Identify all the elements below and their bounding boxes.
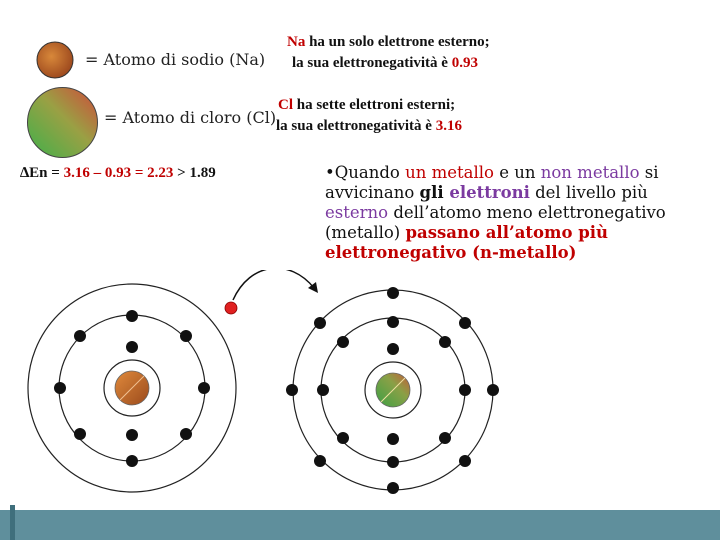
chlorine-atom <box>286 287 499 494</box>
text-segment: e un <box>493 163 541 182</box>
bullet: • <box>325 163 335 182</box>
sodium-info-line2 <box>292 54 478 73</box>
sodium-en-value: 0.93 <box>451 55 478 71</box>
sodium-atom <box>28 284 236 492</box>
chlorine-info-line1 <box>278 96 455 115</box>
electron <box>126 341 138 353</box>
chlorine-en-label: la sua elettronegatività è <box>276 118 436 134</box>
sodium-symbol: Na <box>287 34 306 50</box>
chlorine-en-value: 3.16 <box>435 118 462 134</box>
sodium-info-line1 <box>287 33 490 52</box>
chlorine-legend-icon <box>25 85 100 160</box>
electron <box>459 317 471 329</box>
electron <box>487 384 499 396</box>
text-segment: dell’atomo meno elettronegativo (metallo) <box>325 203 666 242</box>
sodium-legend-label: = Atomo di sodio (Na) <box>85 50 266 69</box>
electron <box>439 336 451 348</box>
chlorine-legend-label: = Atomo di cloro (Cl) <box>104 108 277 127</box>
text-the: gli <box>419 183 450 202</box>
footer-bar <box>0 510 720 540</box>
electron <box>387 456 399 468</box>
text-pass-electrons: passano all’atomo più elettronegativo (n-metallo) <box>325 223 609 262</box>
electron <box>54 382 66 394</box>
text-segment: del livello più <box>529 183 648 202</box>
chlorine-info-line2 <box>276 117 462 136</box>
electron <box>337 336 349 348</box>
text-electrons: elettroni <box>449 183 530 202</box>
chlorine-symbol: Cl <box>278 97 293 113</box>
text-outer: esterno <box>325 203 389 222</box>
electron <box>180 330 192 342</box>
sodium-legend-icon <box>35 40 75 80</box>
transfer-arrow <box>233 270 318 300</box>
electron <box>317 384 329 396</box>
electron <box>314 455 326 467</box>
explanation-paragraph <box>325 163 695 263</box>
electron <box>387 316 399 328</box>
delta-en-threshold: > 1.89 <box>173 165 216 181</box>
electron <box>126 429 138 441</box>
electron <box>387 343 399 355</box>
electron <box>74 428 86 440</box>
electron <box>337 432 349 444</box>
electron <box>126 455 138 467</box>
text-segment: Quando <box>334 163 406 182</box>
electron <box>198 382 210 394</box>
chlorine-info-text: ha sette elettroni esterni; <box>293 97 456 113</box>
footer-accent <box>10 505 15 540</box>
sodium-info-text: ha un solo elettrone esterno; <box>305 34 490 50</box>
electron <box>314 317 326 329</box>
electron <box>439 432 451 444</box>
electron <box>387 287 399 299</box>
electron <box>126 310 138 322</box>
electron <box>180 428 192 440</box>
delta-en-prefix: ∆En = <box>20 165 64 181</box>
electron <box>74 330 86 342</box>
electron <box>286 384 298 396</box>
delta-en-formula <box>20 164 216 183</box>
text-metal: un metallo <box>405 163 494 182</box>
delta-en-expression: 3.16 – 0.93 = 2.23 <box>63 165 174 181</box>
electron <box>459 455 471 467</box>
electron <box>387 482 399 494</box>
transferred-electron <box>225 302 237 314</box>
sodium-en-label: la sua elettronegatività è <box>292 55 452 71</box>
electron <box>459 384 471 396</box>
electron <box>387 433 399 445</box>
atoms-diagram <box>0 270 720 510</box>
text-nonmetal: non metallo <box>540 163 640 182</box>
text-segment: si avvicinano <box>325 163 659 202</box>
